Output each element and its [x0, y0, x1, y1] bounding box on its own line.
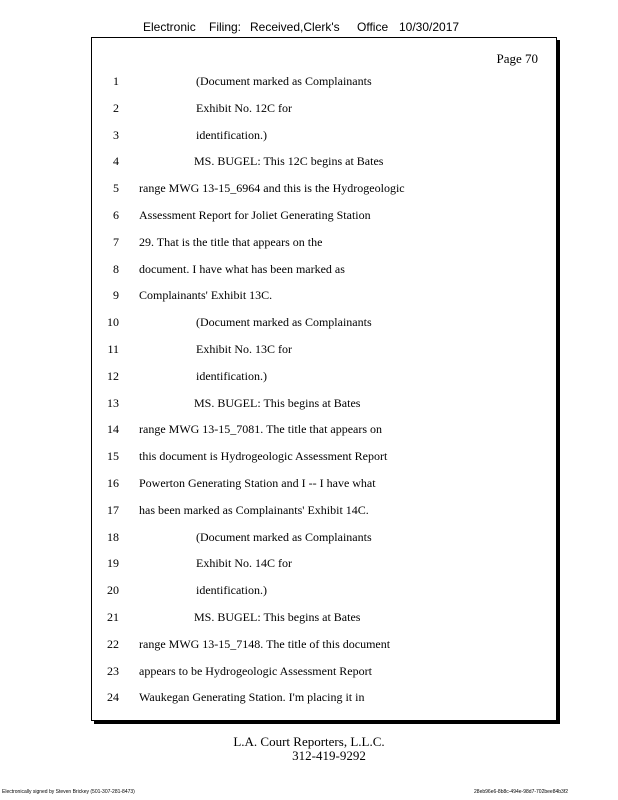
header-date: 10/30/2017: [399, 20, 460, 34]
line-number: 6: [113, 208, 119, 222]
line-text: Exhibit No. 12C for: [196, 100, 292, 115]
header-received: Received,Clerk's: [250, 20, 340, 34]
line-text: 29. That is the title that appears on the: [139, 234, 323, 249]
line-text: Assessment Report for Joliet Generating Station: [139, 208, 371, 222]
line-text: Exhibit No. 13C for: [196, 342, 292, 356]
line-number: 23: [107, 663, 119, 678]
transcript-page: [91, 37, 557, 721]
line-number: 5: [113, 181, 119, 196]
page-number: Page 70: [496, 51, 538, 66]
footer-phone: 312-419-9292: [292, 748, 366, 763]
line-number: 1: [113, 74, 119, 88]
line-text: MS. BUGEL: This begins at Bates: [194, 610, 361, 624]
line-number: 24: [107, 690, 119, 705]
line-number: 7: [113, 234, 119, 249]
line-number: 11: [107, 342, 119, 356]
line-number: 9: [113, 288, 119, 303]
line-text: Waukegan Generating Station. I'm placing it in: [139, 690, 365, 705]
line-text: this document is Hydrogeologic Assessment Report: [139, 449, 388, 464]
line-text: MS. BUGEL: This 12C begins at Bates: [194, 154, 384, 169]
line-text: identification.): [196, 583, 267, 598]
line-number: 3: [113, 127, 119, 142]
line-text: has been marked as Complainants' Exhibit 14C.: [139, 502, 369, 517]
line-number: 4: [113, 154, 119, 169]
line-number: 21: [107, 610, 119, 624]
line-number: 10: [107, 315, 119, 330]
line-number: 15: [107, 449, 119, 464]
line-text: range MWG 13-15_7148. The title of this document: [139, 636, 391, 651]
line-text: identification.): [196, 127, 267, 142]
line-number: 17: [107, 502, 119, 517]
line-text: range MWG 13-15_7081. The title that appears on: [139, 422, 383, 437]
header-filing: Filing:: [209, 20, 242, 34]
line-text: (Document marked as Complainants: [196, 315, 372, 330]
line-text: appears to be Hydrogeologic Assessment Report: [139, 663, 372, 678]
line-text: MS. BUGEL: This begins at Bates: [194, 395, 361, 410]
signature-right: 28eb96e6-8b8c-494e-98d7-702bee84b3f2: [474, 789, 568, 795]
line-number: 20: [107, 583, 119, 598]
header-office: Office: [357, 20, 389, 34]
line-text: Powerton Generating Station and I -- I have what: [139, 476, 376, 490]
line-number: 18: [107, 529, 119, 544]
line-number: 19: [107, 556, 119, 571]
line-text: Complainants' Exhibit 13C.: [139, 288, 273, 303]
signature-left: Electronically signed by Steven Brickey (501-307-281-8473): [2, 789, 135, 795]
line-text: (Document marked as Complainants: [196, 74, 372, 88]
header-electronic: Electronic: [143, 20, 196, 34]
footer-company: L.A. Court Reporters, L.L.C.: [233, 734, 385, 749]
line-text: (Document marked as Complainants: [196, 529, 372, 544]
line-number: 16: [107, 476, 119, 490]
line-text: document. I have what has been marked as: [139, 261, 345, 276]
line-number: 13: [107, 395, 119, 410]
line-text: Exhibit No. 14C for: [196, 556, 292, 571]
line-text: identification.): [196, 368, 267, 383]
line-number: 2: [113, 100, 119, 115]
line-text: range MWG 13-15_6964 and this is the Hydrogeologic: [139, 181, 405, 196]
line-number: 14: [107, 422, 119, 437]
line-number: 22: [107, 636, 119, 651]
line-number: 8: [113, 261, 119, 276]
line-number: 12: [107, 368, 119, 383]
